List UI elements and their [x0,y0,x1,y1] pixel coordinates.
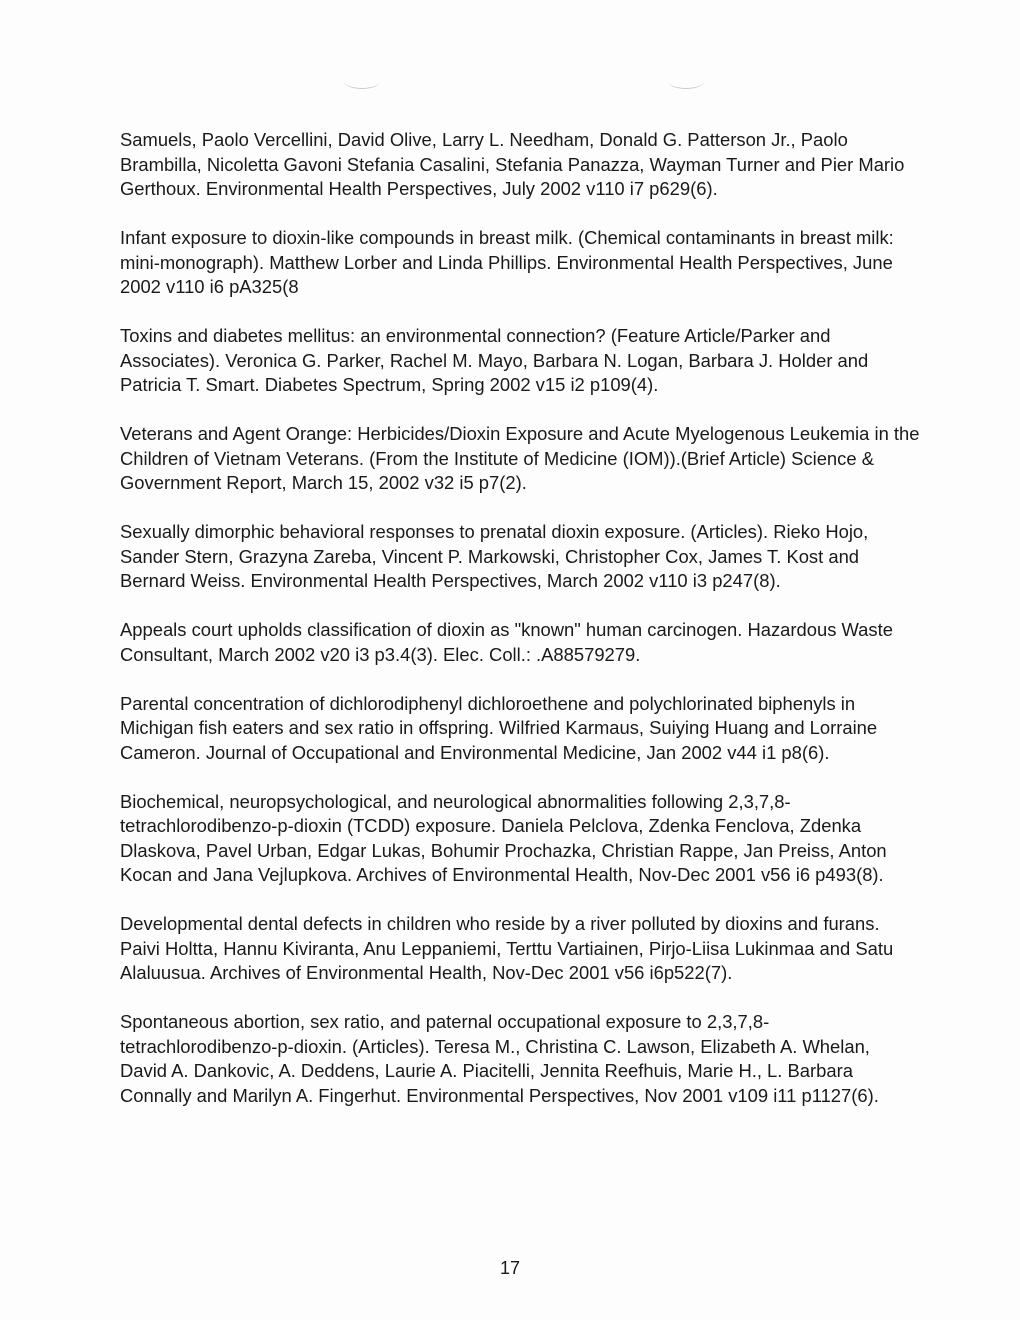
bibliography-entry: Infant exposure to dioxin-like compounds in breast milk. (Chemical contaminants in breast milk: mini-monograph). Matthew Lorber and Linda Phillips. Environmental Health Perspectives, June 2002 v110 i6 pA325(8 [120,227,894,297]
bibliography-entry: Appeals court upholds classification of dioxin as "known" human carcinogen. Hazardous Waste Consultant, March 2002 v20 i3 p3.4(3). Elec. Coll.: .A88579279. [120,619,893,665]
bibliography-entry: Toxins and diabetes mellitus: an environmental connection? (Feature Article/Parker and Associates). Veronica G. Parker, Rachel M. Mayo, Barbara N. Logan, Barbara J. Holder and Patricia T. Smart. Diabetes Spectrum, Spring 2002 v15 i2 p109(4). [120,325,869,395]
bibliography-list [120,128,920,1133]
bibliography-entry: Veterans and Agent Orange: Herbicides/Dioxin Exposure and Acute Myelogenous Leukemia in the Children of Vietnam Veterans. (From the Institute of Medicine (IOM)).(Brief Article) Science & Government Report, March 15, 2002 v32 i5 p7(2). [120,423,920,493]
bibliography-entry: Parental concentration of dichlorodiphenyl dichloroethene and polychlorinated biphenyls in Michigan fish eaters and sex ratio in offspring. Wilfried Karmaus, Suiying Huang and Lorraine Cameron. Journal of Occupational and Environmental Medicine, Jan 2002 v44 i1 p8(6). [120,692,878,763]
scan-artifact [344,74,380,89]
bibliography-entry: Sexually dimorphic behavioral responses to prenatal dioxin exposure. (Articles). Rieko Hojo, Sander Stern, Grazyna Zareba, Vincent P. Markowski, Christopher Cox, James T. Kost and Bernard Weiss. Environmental Health Perspectives, March 2002 v110 i3 p247(8). [120,521,869,591]
bibliography-entry: Developmental dental defects in children who reside by a river polluted by dioxins and furans. Paivi Holtta, Hannu Kiviranta, Anu Leppaniemi, Terttu Vartiainen, Pirjo-Liisa Lukinmaa and Satu Alaluusua. Archives of Environmental Health, Nov-Dec 2001 v56 i6p522(7). [120,913,894,983]
page-number: 17 [499,1258,521,1278]
bibliography-entry: Spontaneous abortion, sex ratio, and paternal occupational exposure to 2,3,7,8-tetrachlorodibenzo-p-dioxin. (Articles). Teresa M., Christina C. Lawson, Elizabeth A. Whelan, David A. Dankovic, A. Deddens, Laurie A. Piacitelli, Jennita Reefhuis, Marie H., L. Barbara Connally and Marilyn A. Fingerhut. Environmental Perspectives, Nov 2001 v109 i11 p1127(6). [120,1011,879,1106]
scan-artifact [668,74,704,89]
bibliography-entry: Biochemical, neuropsychological, and neurological abnormalities following 2,3,7,8-tetrachlorodibenzo-p-dioxin (TCDD) exposure. Daniela Pelclova, Zdenka Fenclova, Zdenka Dlaskova, Pavel Urban, Edgar Lukas, Bohumir Prochazka, Christian Rappe, Jan Preiss, Anton Kocan and Jana Vejlupkova. Archives of Environmental Health, Nov-Dec 2001 v56 i6 p493(8). [120,790,887,885]
bibliography-entry: Samuels, Paolo Vercellini, David Olive, Larry L. Needham, Donald G. Patterson Jr., Paolo Brambilla, Nicoletta Gavoni Stefania Casalini, Stefania Panazza, Wayman Turner and Pier Mario Gerthoux. Environmental Health Perspectives, July 2002 v110 i7 p629(6). [120,129,905,199]
